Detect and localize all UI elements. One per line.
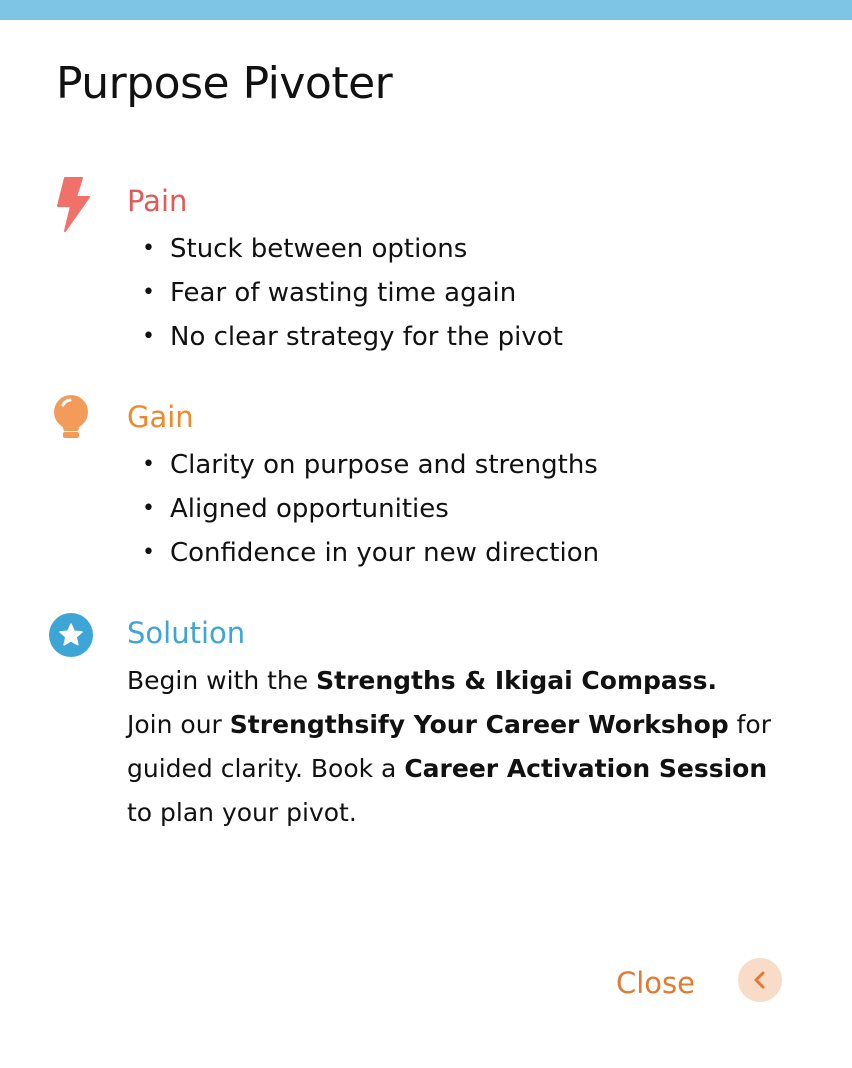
- gain-list: [140, 443, 599, 575]
- chevron-left-icon: [738, 987, 782, 1006]
- strengths-ikigai-compass-link: Strengths & Ikigai Compass.: [316, 666, 718, 695]
- close-circle[interactable]: [738, 958, 782, 1002]
- gain-item-text: Clarity on purpose and strengths: [170, 450, 598, 480]
- list-item: [140, 315, 563, 359]
- list-item: [140, 487, 599, 531]
- pain-item-text: Fear of wasting time again: [170, 278, 517, 308]
- pain-item-text: No clear strategy for the pivot: [170, 322, 563, 352]
- gain-heading: Gain: [127, 400, 194, 434]
- bullet-dot: •: [142, 496, 155, 521]
- top-accent-bar: [0, 0, 852, 20]
- solution-text-part: for: [728, 710, 771, 739]
- page-title: Purpose Pivoter: [56, 58, 393, 109]
- gain-item-text: Confidence in your new direction: [170, 538, 600, 568]
- bullet-dot: •: [142, 324, 155, 349]
- list-item: [140, 531, 599, 575]
- bullet-dot: •: [142, 280, 155, 305]
- lightbulb-icon: [48, 395, 96, 455]
- pain-list: [140, 227, 563, 359]
- bullet-dot: •: [142, 452, 155, 477]
- star-circle-icon: [48, 613, 96, 673]
- solution-text-part: guided clarity. Book a: [127, 754, 405, 783]
- close-button[interactable]: [600, 957, 790, 1009]
- bullet-dot: •: [142, 540, 155, 565]
- solution-line: [127, 703, 817, 747]
- solution-text-part: Begin with the: [127, 666, 317, 695]
- strengthsify-workshop-link: Strengthsify Your Career Workshop: [229, 710, 729, 739]
- list-item: [140, 443, 599, 487]
- solution-line: [127, 747, 817, 791]
- solution-text-part: Join our: [127, 710, 230, 739]
- bullet-dot: •: [142, 236, 155, 261]
- pain-heading: Pain: [127, 184, 188, 218]
- solution-text-part: to plan your pivot.: [127, 798, 357, 827]
- solution-line: [127, 659, 817, 703]
- solution-heading: Solution: [127, 616, 246, 650]
- career-activation-session-link: Career Activation Session: [404, 754, 768, 783]
- solution-line: [127, 791, 817, 835]
- list-item: [140, 227, 563, 271]
- close-label: Close: [616, 966, 695, 1000]
- list-item: [140, 271, 563, 315]
- lightning-bolt-icon: [48, 175, 96, 235]
- pain-item-text: Stuck between options: [170, 234, 468, 264]
- gain-item-text: Aligned opportunities: [170, 494, 449, 524]
- solution-description: [127, 659, 817, 835]
